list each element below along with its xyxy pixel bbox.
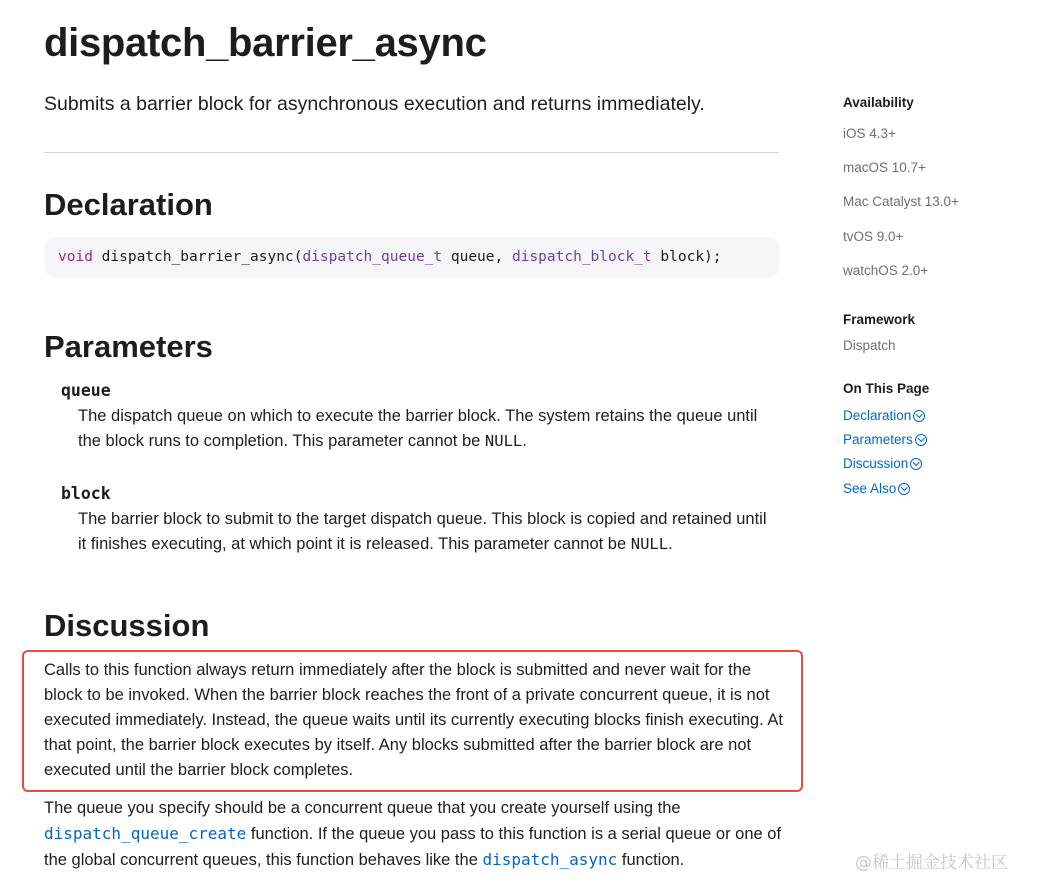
code-func-name: dispatch_barrier_async( [101, 249, 303, 265]
toc-discussion[interactable] [843, 456, 922, 471]
toc-label: See Also [843, 481, 897, 496]
dispatch-queue-create-link[interactable]: dispatch_queue_create [44, 824, 247, 843]
toc-declaration[interactable] [843, 408, 925, 423]
toc-label: Discussion [843, 456, 909, 471]
code-param1-type[interactable]: dispatch_queue_t [302, 249, 443, 265]
availability-mac-catalyst: Mac Catalyst 13.0+ [843, 194, 959, 209]
code-return-type: void [58, 249, 93, 265]
param-desc-code: NULL [484, 432, 523, 450]
parameters-heading: Parameters [44, 329, 213, 364]
paragraph-text: function. [617, 851, 685, 869]
watermark: @稀土掘金技术社区 [855, 853, 1008, 873]
divider [44, 152, 779, 153]
param-desc-text: The barrier block to submit to the target dispatch queue. This block is copied and retained until it finishes executing, at which point it is released. This parameter cannot be [78, 510, 767, 553]
declaration-heading: Declaration [44, 187, 213, 222]
code-param2-type[interactable]: dispatch_block_t [511, 249, 652, 265]
discussion-paragraph-2 [44, 796, 784, 873]
param-desc-text: The dispatch queue on which to execute the barrier block. The system retains the queue until the block runs to completion. This parameter cannot be [78, 407, 758, 450]
availability-tvos: tvOS 9.0+ [843, 229, 904, 244]
param-desc-end: . [522, 432, 527, 450]
availability-watchos: watchOS 2.0+ [843, 263, 929, 278]
chevron-down-icon [898, 483, 910, 495]
dispatch-async-link[interactable]: dispatch_async [482, 850, 618, 869]
discussion-paragraph-1: Calls to this function always return immediately after the block is submitted and never wait for the block to be invoked. When the barrier block reaches the front of a private concurrent queue, it is not executed immediately. Instead, the queue waits until its currently executing blocks finish executing. At that point, the barrier block executes by itself. Any blocks submitted after the barrier block are not executed until the barrier block completes. [44, 661, 783, 779]
code-param2-name: block); [651, 249, 722, 265]
on-this-page-heading: On This Page [843, 381, 930, 396]
chevron-down-icon [910, 458, 922, 470]
param-desc-queue [78, 404, 778, 454]
paragraph-text: The queue you specify should be a concurrent queue that you create yourself using the [44, 799, 681, 817]
declaration-code [44, 237, 780, 278]
highlight-box [22, 650, 803, 792]
chevron-down-icon [915, 434, 927, 446]
discussion-heading: Discussion [44, 608, 210, 643]
toc-label: Parameters [843, 432, 913, 447]
abstract: Submits a barrier block for asynchronous execution and returns immediately. [44, 93, 705, 115]
param-name-queue: queue [61, 381, 111, 400]
availability-ios: iOS 4.3+ [843, 126, 896, 141]
availability-macos: macOS 10.7+ [843, 160, 926, 175]
toc-parameters[interactable] [843, 432, 927, 447]
param-name-block: block [61, 484, 111, 503]
paragraph-text: function. If the queue you pass to this function is a serial queue or one of the global concurrent queues, this function behaves like the [44, 825, 782, 869]
toc-label: Declaration [843, 408, 912, 423]
param-desc-code: NULL [630, 535, 669, 553]
availability-heading: Availability [843, 95, 914, 110]
param-desc-end: . [668, 535, 673, 553]
code-param1-name: queue, [442, 249, 512, 265]
framework-heading: Framework [843, 312, 916, 327]
toc-see-also[interactable] [843, 481, 910, 496]
param-desc-block [78, 507, 778, 557]
framework-value: Dispatch [843, 338, 896, 353]
page-title: dispatch_barrier_async [44, 21, 487, 65]
chevron-down-icon [913, 410, 925, 422]
